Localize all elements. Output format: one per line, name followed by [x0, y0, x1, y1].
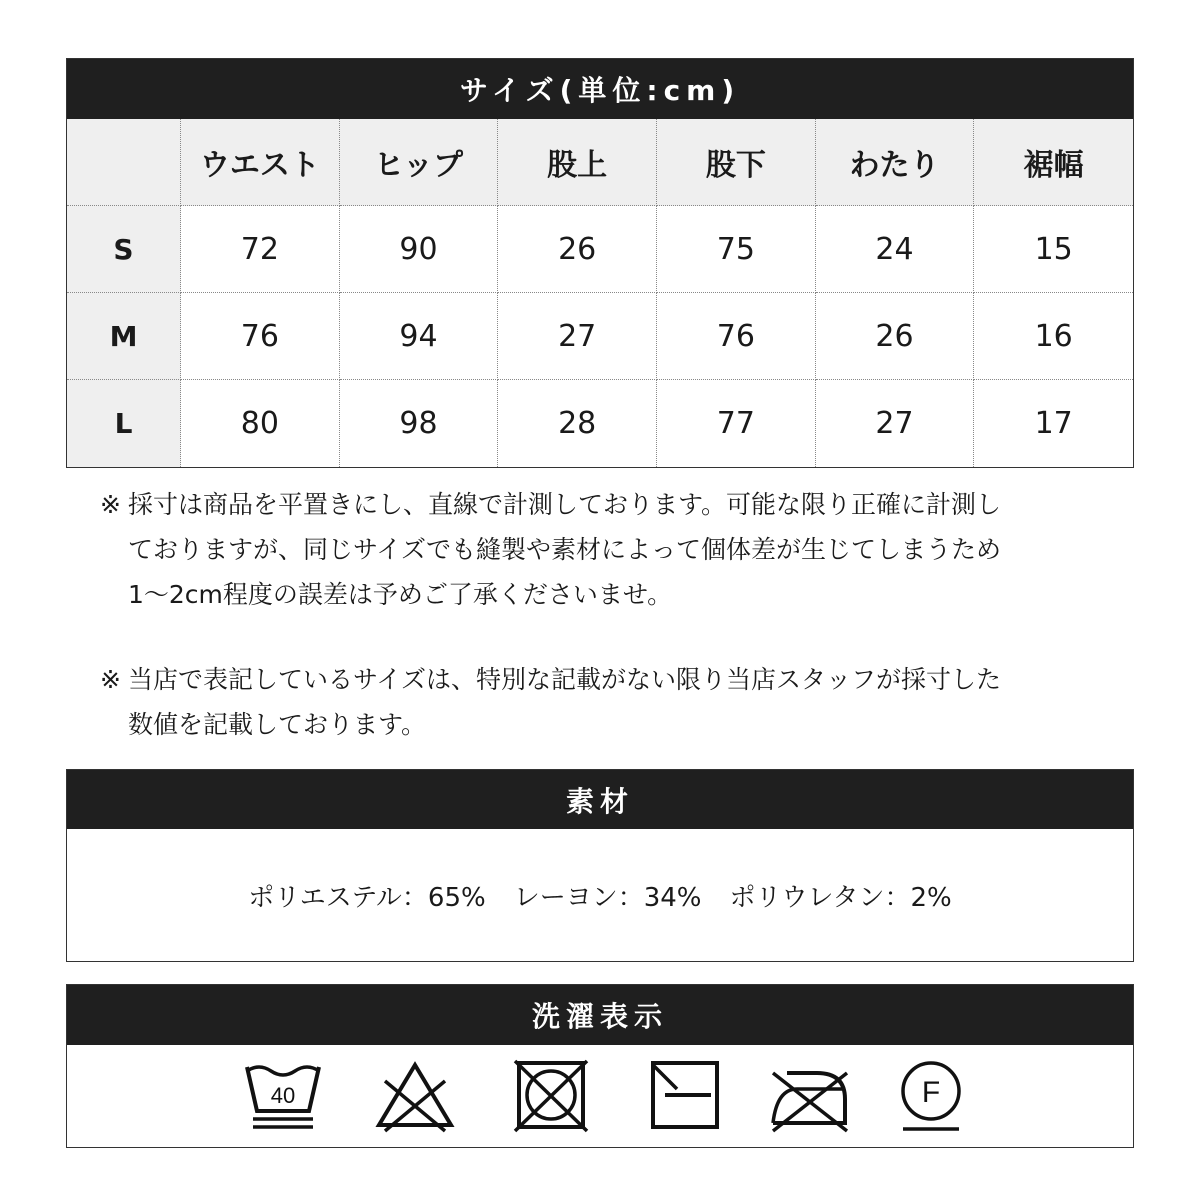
wash-temperature-label: 40	[270, 1083, 296, 1108]
dry-clean-solvent-label: F	[921, 1076, 941, 1109]
column-header-waist: ウエスト	[181, 119, 340, 206]
table-cell: 15	[974, 206, 1133, 293]
table-cell: 90	[340, 206, 499, 293]
note-line: 1～2cm程度の誤差は予めご了承くださいませ。	[128, 580, 673, 609]
care-icons-row	[67, 1045, 1133, 1147]
material-item: ポリウレタン：2%	[729, 882, 952, 913]
no-iron-icon	[767, 1059, 851, 1133]
table-cell: 76	[657, 293, 816, 380]
care-title: 洗濯表示	[67, 985, 1133, 1045]
table-cell: 27	[498, 293, 657, 380]
column-header-hip: ヒップ	[340, 119, 499, 206]
column-header-thigh: わたり	[816, 119, 975, 206]
row-header-size: S	[67, 206, 181, 293]
size-table	[66, 58, 1134, 468]
size-source-note	[100, 657, 1100, 747]
table-cell: 72	[181, 206, 340, 293]
table-cell: 28	[498, 380, 657, 467]
material-title: 素材	[67, 770, 1133, 829]
note-line: ておりますが、同じサイズでも縫製や素材によって個体差が生じてしまうため	[128, 535, 1002, 564]
dry-clean-f-icon	[889, 1059, 973, 1133]
column-header-rise: 股上	[498, 119, 657, 206]
measurement-note	[100, 482, 1100, 617]
note-text: 採寸は商品を平置きにし、直線で計測しております。可能な限り正確に計測し	[128, 490, 1002, 519]
table-cell: 16	[974, 293, 1133, 380]
row-header-size: M	[67, 293, 181, 380]
flat-dry-shade-icon	[643, 1059, 727, 1133]
table-cell: 17	[974, 380, 1133, 467]
no-tumble-dry-icon	[509, 1059, 593, 1133]
table-cell: 26	[498, 206, 657, 293]
material-item: ポリエステル：65%	[248, 882, 486, 913]
note-line	[100, 482, 1100, 527]
column-header-inseam: 股下	[657, 119, 816, 206]
row-header-size: L	[67, 380, 181, 467]
table-cell: 98	[340, 380, 499, 467]
table-cell: 80	[181, 380, 340, 467]
material-section	[66, 769, 1134, 962]
table-cell: 77	[657, 380, 816, 467]
table-cell: 75	[657, 206, 816, 293]
material-item: レーヨン：34%	[513, 882, 702, 913]
table-cell: 76	[181, 293, 340, 380]
wash-40-icon	[241, 1059, 325, 1133]
column-header-hem-width: 裾幅	[974, 119, 1133, 206]
table-cell: 24	[816, 206, 975, 293]
size-table-title: サイズ(単位:cm)	[67, 59, 1133, 119]
note-text: 当店で表記しているサイズは、特別な記載がない限り当店スタッフが採寸した	[128, 665, 1002, 694]
note-line	[100, 657, 1100, 702]
table-cell: 94	[340, 293, 499, 380]
note-line: 数値を記載しております。	[128, 710, 427, 739]
note-mark: ※	[100, 490, 121, 519]
table-cell: 26	[816, 293, 975, 380]
no-bleach-icon	[373, 1059, 457, 1133]
care-section	[66, 984, 1134, 1148]
note-mark: ※	[100, 665, 121, 694]
table-corner-cell	[67, 119, 181, 206]
size-grid	[67, 119, 1133, 467]
table-cell: 27	[816, 380, 975, 467]
material-composition	[67, 829, 1133, 961]
